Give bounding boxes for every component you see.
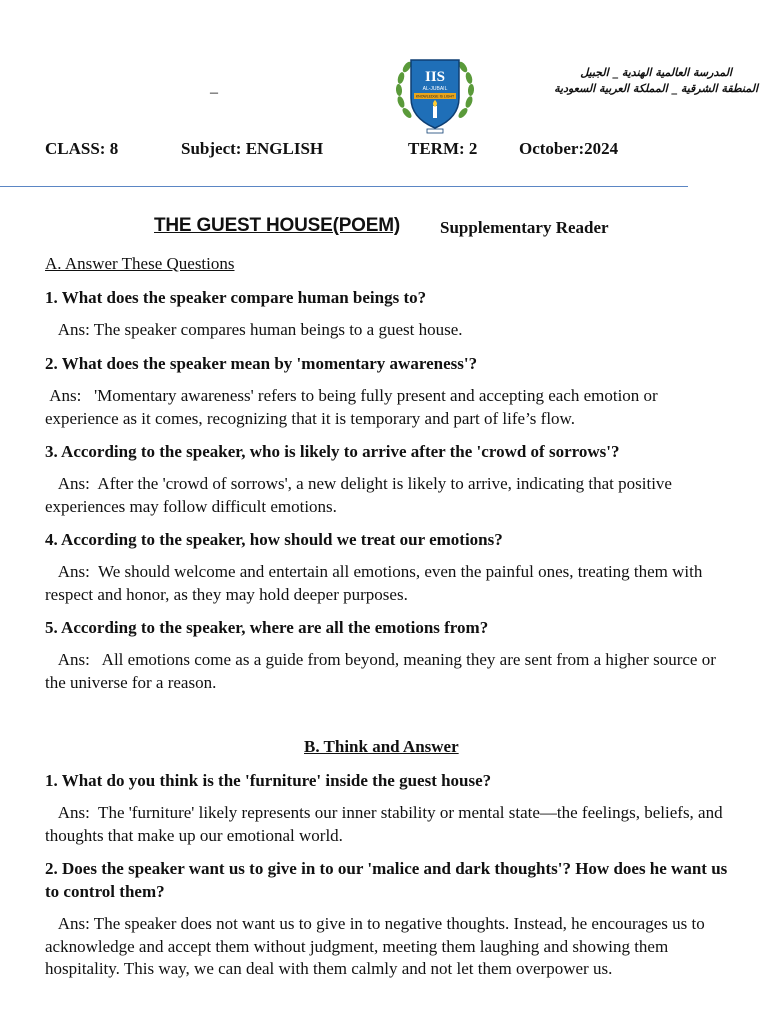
date-label: October:2024 bbox=[519, 139, 619, 158]
section-b-heading: B. Think and Answer bbox=[304, 737, 459, 756]
answer-a5: Ans: All emotions come as a guide from beyond, meaning they are sent from a higher source or the universe for a reason. bbox=[45, 650, 721, 692]
page-title: THE GUEST HOUSE(POEM) bbox=[154, 215, 400, 236]
logo-letters: IIS bbox=[424, 69, 446, 85]
subject-label: Subject: ENGLISH bbox=[181, 139, 324, 158]
answer-a1: Ans: The speaker compares human beings to a guest house. bbox=[45, 320, 463, 339]
header-dash: – bbox=[210, 84, 218, 101]
logo-banner-text: KNOWLEDGE IS LIGHT bbox=[415, 94, 455, 99]
section-a-heading: A. Answer These Questions bbox=[45, 254, 235, 273]
header-divider bbox=[0, 186, 688, 187]
school-name-arabic: المدرسة العالمية الهندية _ الجبيل bbox=[580, 66, 732, 79]
answer-b1: Ans: The 'furniture' likely represents our inner stability or mental state—the feelings, beliefs, and thoughts that make up our emotional world. bbox=[45, 803, 727, 845]
term-label: TERM: 2 bbox=[408, 139, 478, 158]
answer-b2: Ans: The speaker does not want us to give in to negative thoughts. Instead, he encourages us to acknowledge and accept them without judgment, meeting them laughing and showing them hospitality. This way, we can deal with them calmly and not let them overpower us. bbox=[45, 914, 709, 978]
school-address-arabic: المنطقة الشرقية _ المملكة العربية السعودية bbox=[554, 82, 758, 95]
school-logo bbox=[393, 50, 477, 136]
answer-a2: Ans: 'Momentary awareness' refers to being fully present and accepting each emotion or experience as it comes, recognizing that it is temporary and part of life’s flow. bbox=[45, 386, 662, 428]
question-a4: 4. According to the speaker, how should we treat our emotions? bbox=[45, 530, 503, 549]
question-b1: 1. What do you think is the 'furniture' inside the guest house? bbox=[45, 771, 492, 790]
question-a5: 5. According to the speaker, where are all the emotions from? bbox=[45, 618, 489, 637]
question-b2: 2. Does the speaker want us to give in to our 'malice and dark thoughts'? How does he want us to control them? bbox=[45, 859, 728, 901]
answer-a3: Ans: After the 'crowd of sorrows', a new delight is likely to arrive, indicating that positive experiences may follow difficult emotions. bbox=[45, 474, 677, 516]
torch-icon bbox=[433, 100, 437, 118]
class-label: CLASS: 8 bbox=[45, 139, 119, 158]
logo-ring-text: AL-JUBAIL bbox=[422, 86, 448, 92]
page-subtitle: Supplementary Reader bbox=[440, 218, 609, 237]
question-a3: 3. According to the speaker, who is likely to arrive after the 'crowd of sorrows'? bbox=[45, 442, 620, 461]
question-a1: 1. What does the speaker compare human beings to? bbox=[45, 288, 427, 307]
question-a2: 2. What does the speaker mean by 'momentary awareness'? bbox=[45, 354, 478, 373]
answer-a4: Ans: We should welcome and entertain all emotions, even the painful ones, treating them with respect and honor, as they may hold deeper purposes. bbox=[45, 562, 707, 604]
